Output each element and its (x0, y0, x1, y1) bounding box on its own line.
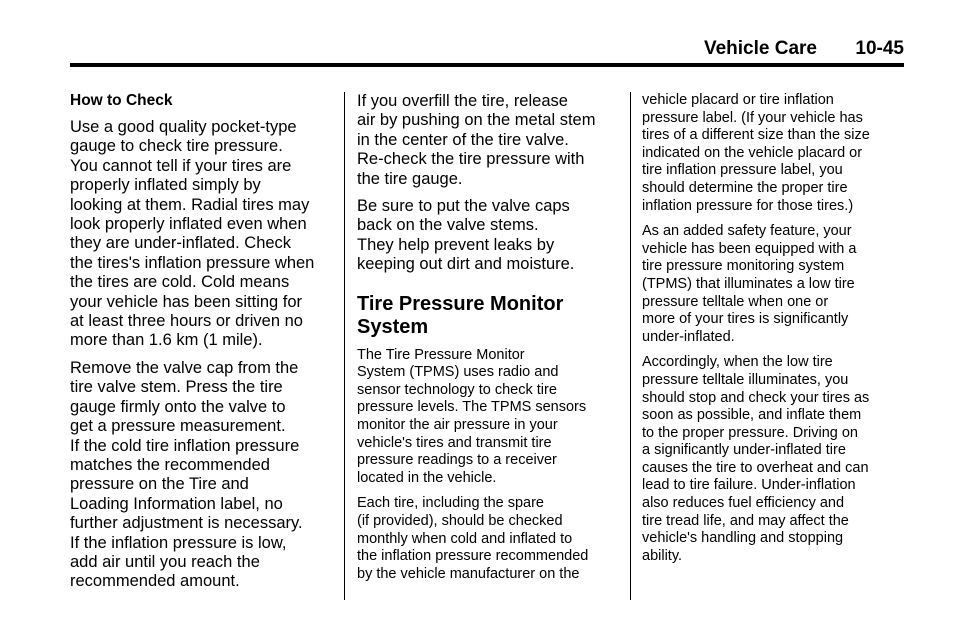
paragraph: Accordingly, when the low tire pressure telltale illuminates, you should stop and check your tires as soon as possible, and inflate them to the proper pressure. Driving on a significantly under-inflated tire causes the tire to overheat and can lead to tire failure. Under-inflation also reduces fuel efficiency and tire tread life, and may affect the vehicle's handling and stopping ability. (642, 354, 870, 564)
paragraph: vehicle placard or tire inflation pressure label. (If your vehicle has tires of a different size than the size indicated on the vehicle placard or tire inflation pressure label, you should determine the proper tire inflation pressure for those tires.) (642, 92, 870, 214)
paragraph: Remove the valve cap from the tire valve stem. Press the tire gauge firmly onto the valve to get a pressure measurement. If the cold tire inflation pressure matches the recommended pressure on the Tire and Loading Information label, no further adjustment is necessary. If the inflation pressure is low, add air until you reach the recommended amount. (70, 358, 303, 591)
page-header (70, 38, 904, 62)
column-2 (357, 92, 619, 591)
paragraph: Each tire, including the spare (if provided), should be checked monthly when cold and inflated to the inflation pressure recommended by the vehicle manufacturer on the (357, 495, 589, 582)
section-title: Vehicle Care (703, 38, 817, 59)
page-number: 10-45 (855, 38, 904, 59)
paragraph: If you overfill the tire, release air by pushing on the metal stem in the center of the tire valve. Re-check the tire pressure with the tire gauge. (357, 92, 596, 188)
column-divider-1 (344, 92, 345, 600)
paragraph: The Tire Pressure Monitor System (TPMS) uses radio and sensor technology to check tire pressure levels. The TPMS sensors monitor the air pressure in your vehicle's tires and transmit tire pressure readings to a receiver located in the vehicle. (357, 346, 587, 486)
column-3 (642, 92, 904, 573)
paragraph: Use a good quality pocket-type gauge to check tire pressure. You cannot tell if your tires are properly inflated simply by looking at them. Radial tires may look properly inflated even when they are under-inflated. Check the tires's inflation pressure when the tires are cold. Cold means your vehicle has been sitting for at least three hours or driven no more than 1.6 km (1 mile). (70, 118, 315, 350)
subheading-how-to-check: How to Check (70, 92, 173, 109)
header-rule (70, 63, 904, 67)
paragraph: As an added safety feature, your vehicle has been equipped with a tire pressure monitoring system (TPMS) that illuminates a low tire pressure telltale when one or more of your tires is significantly under-inflated. (642, 223, 857, 345)
paragraph: Be sure to put the valve caps back on the valve stems. They help prevent leaks by keeping out dirt and moisture. (357, 197, 575, 274)
column-divider-2 (630, 92, 631, 600)
column-1 (70, 92, 336, 600)
section-heading-tpms: Tire Pressure Monitor System (357, 292, 564, 338)
